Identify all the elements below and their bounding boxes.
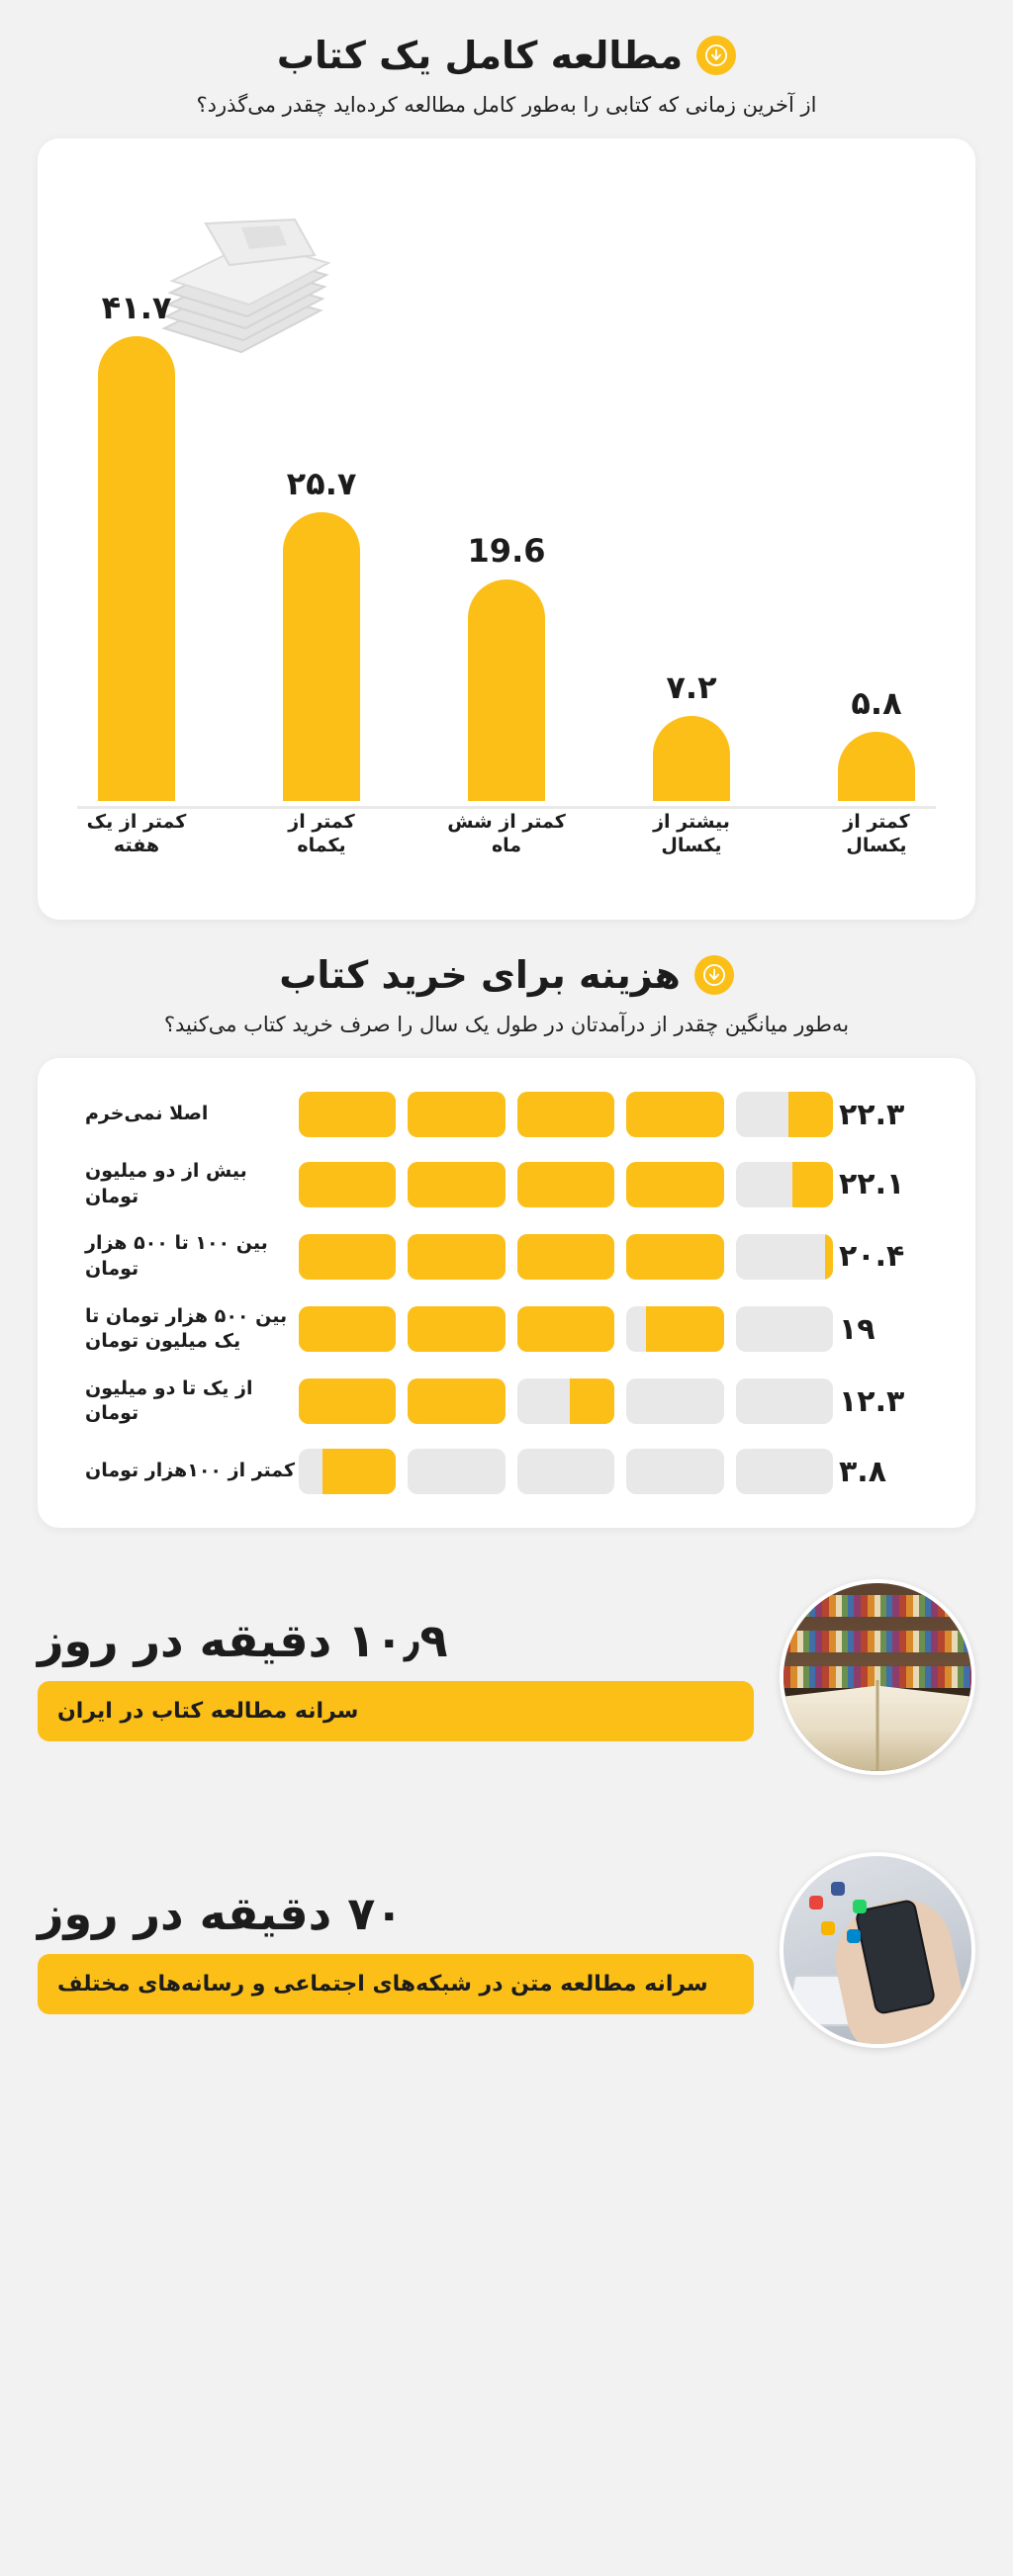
stat-number: ۱۰٫۹ دقیقه در روز xyxy=(38,1613,448,1667)
segment xyxy=(736,1306,833,1352)
row-label: بین ۱۰۰ تا ۵۰۰ هزار تومان xyxy=(85,1232,268,1280)
bar-label: بیشتر از یکسال xyxy=(653,810,730,857)
bar-shape xyxy=(468,579,545,801)
stat-text xyxy=(38,1614,754,1741)
bar-column xyxy=(77,208,196,801)
segment-track xyxy=(299,1162,833,1207)
arrow-down-circle-icon xyxy=(694,955,734,995)
row-label: بین ۵۰۰ هزار تومان تا یک میلیون تومان xyxy=(85,1304,288,1353)
stat-block-book-reading xyxy=(0,1554,1013,1801)
segment xyxy=(626,1162,723,1207)
section-title: هزینه برای خرید کتاب xyxy=(279,953,681,997)
segment xyxy=(626,1092,723,1137)
segment xyxy=(299,1449,396,1494)
segment xyxy=(736,1092,833,1137)
segment-track xyxy=(299,1378,833,1424)
bar-column xyxy=(632,208,751,801)
open-book-library-photo xyxy=(780,1579,975,1775)
segment xyxy=(626,1306,723,1352)
chart-baseline xyxy=(77,806,936,809)
row-label: از یک تا دو میلیون تومان xyxy=(85,1377,253,1425)
row-label: بیش از دو میلیون تومان xyxy=(85,1160,247,1207)
segment xyxy=(299,1234,396,1280)
row-value: ۱۹ xyxy=(839,1311,875,1347)
section-header-spending xyxy=(0,920,1013,1036)
segment xyxy=(517,1306,614,1352)
segment-track xyxy=(299,1234,833,1280)
segment xyxy=(736,1162,833,1207)
stat-text xyxy=(38,1887,754,2014)
segment-track xyxy=(299,1092,833,1137)
row-value: ۲۲.۳ xyxy=(839,1097,905,1132)
segment-track xyxy=(299,1449,833,1494)
smartphone-social-media-photo xyxy=(780,1852,975,2048)
row-value: ۱۲.۳ xyxy=(839,1383,905,1419)
bar-label: کمتر از شش ماه xyxy=(447,810,566,857)
segment xyxy=(299,1306,396,1352)
page-title: مطالعه کامل یک کتاب xyxy=(276,34,684,77)
section-header-reading xyxy=(0,0,1013,117)
segment xyxy=(626,1378,723,1424)
vertical-bars xyxy=(77,208,936,801)
bar-value: 19.6 xyxy=(467,532,546,570)
chart-row xyxy=(71,1377,942,1427)
segment xyxy=(408,1378,505,1424)
segment xyxy=(299,1378,396,1424)
segment xyxy=(517,1378,614,1424)
section-title-row xyxy=(0,953,1013,997)
bar-column xyxy=(447,208,566,801)
row-value: ۲۲.۱ xyxy=(839,1167,905,1202)
bar-shape xyxy=(98,336,175,801)
segment xyxy=(408,1162,505,1207)
row-value: ۳.۸ xyxy=(839,1454,887,1489)
segment xyxy=(408,1234,505,1280)
vertical-bar-chart xyxy=(38,138,975,920)
bar-label: کمتر از یک هفته xyxy=(86,810,187,857)
segment xyxy=(517,1162,614,1207)
bar-shape xyxy=(283,512,360,801)
segment xyxy=(408,1449,505,1494)
segment xyxy=(736,1449,833,1494)
section-subtitle: به‌طور میانگین چقدر از درآمدتان در طول یک سال را صرف خرید کتاب می‌کنید؟ xyxy=(163,1013,850,1036)
segment xyxy=(626,1449,723,1494)
stat-number: ۷۰ دقیقه در روز xyxy=(38,1886,404,1940)
chart-row xyxy=(71,1092,942,1137)
bar-value: ۷.۲ xyxy=(666,668,717,706)
row-value: ۲۰.۴ xyxy=(839,1239,905,1275)
stat-caption: سرانه مطالعه کتاب در ایران xyxy=(38,1681,754,1741)
segment xyxy=(299,1162,396,1207)
chart-row xyxy=(71,1304,942,1355)
bar-value: ۵.۸ xyxy=(851,684,902,722)
bar-value: ۴۱.۷ xyxy=(101,289,172,326)
row-label: کمتر از ۱۰۰هزار تومان xyxy=(85,1460,296,1482)
segment xyxy=(517,1449,614,1494)
bar-label: کمتر از یکسال xyxy=(843,810,910,857)
chart-card-reading xyxy=(38,138,975,920)
bar-column xyxy=(817,208,936,801)
horizontal-segmented-chart xyxy=(38,1058,975,1528)
vertical-axis-labels xyxy=(77,810,936,858)
stat-block-social-reading xyxy=(0,1826,1013,2074)
bar-column xyxy=(262,208,381,801)
segment xyxy=(408,1306,505,1352)
chart-row xyxy=(71,1231,942,1282)
chart-card-spending xyxy=(38,1058,975,1528)
row-label: اصلا نمی‌خرم xyxy=(85,1103,209,1125)
chart-row xyxy=(71,1159,942,1209)
chart-row xyxy=(71,1449,942,1494)
segment xyxy=(408,1092,505,1137)
segment xyxy=(626,1234,723,1280)
bar-label: کمتر از یکماه xyxy=(288,810,355,857)
segment xyxy=(299,1092,396,1137)
segment xyxy=(517,1092,614,1137)
section-subtitle: از آخرین زمانی که کتابی را به‌طور کامل مطالعه کرده‌اید چقدر می‌گذرد؟ xyxy=(196,93,817,117)
bar-shape xyxy=(653,716,730,801)
segment xyxy=(517,1234,614,1280)
segment xyxy=(736,1378,833,1424)
segment-track xyxy=(299,1306,833,1352)
stat-caption: سرانه مطالعه متن در شبکه‌های اجتماعی و رسانه‌های مختلف xyxy=(38,1954,754,2014)
segment xyxy=(736,1234,833,1280)
bar-value: ۲۵.۷ xyxy=(286,465,357,502)
section-title-row xyxy=(0,34,1013,77)
bar-shape xyxy=(838,732,915,801)
arrow-down-circle-icon xyxy=(696,36,736,75)
